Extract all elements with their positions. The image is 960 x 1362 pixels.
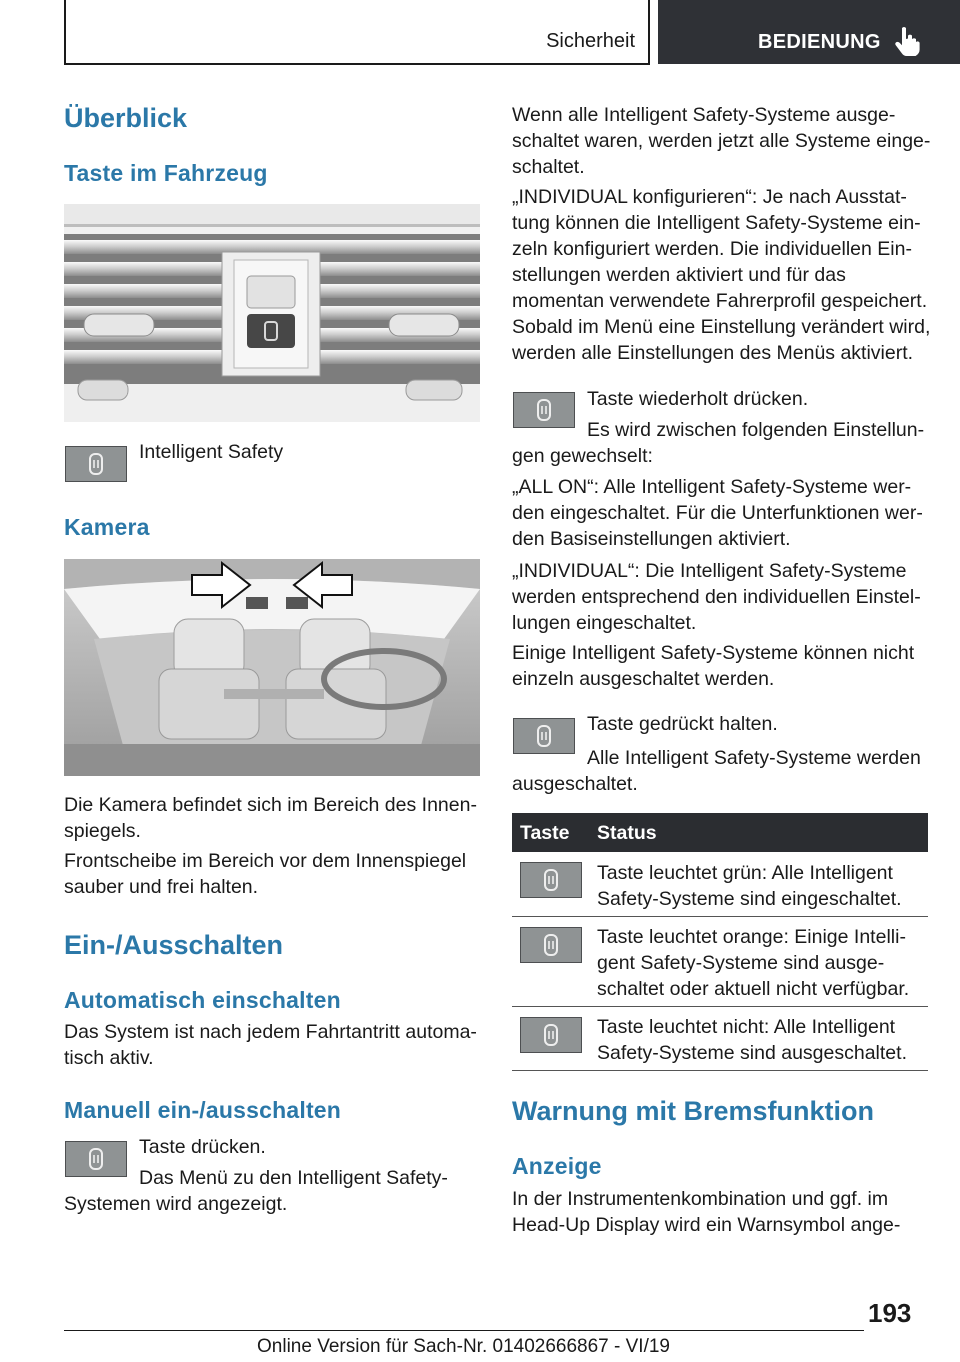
repeat-press-line-2: Es wird zwischen folgenden Einstellun-: [587, 419, 925, 441]
all-on-paragraph: „ALL ON“: Alle Intelligent Safety-Systeme wer- den eingeschaltet. Für die Unterfunktionen wer- den Basiseinstellungen aktiviert.: [512, 476, 923, 550]
manual-step-3: Systemen wird angezeigt.: [64, 1193, 288, 1215]
camera-paragraph-1: Die Kamera befindet sich im Bereich des Innen- spiegels.: [64, 794, 477, 842]
table-row: Taste leuchtet nicht: Alle Intelligent Safety-Systeme sind ausgeschaltet.: [597, 1016, 907, 1064]
heading-warning-brake: Warnung mit Bremsfunktion: [512, 1096, 874, 1126]
intelligent-safety-button-icon: [520, 927, 582, 963]
right-paragraph-individual-config: „INDIVIDUAL konfigurieren“: Je nach Ausstat- tung können die Intelligent Safety-Systeme ein- zeln konfiguriert werden. Die individuellen Ein- stellungen werden aktiviert und für das momentan verwendete Fahrerprofil gespeichert. Sobald im Menü eine Einstellung verändert wird, werden alle Einstellungen des Menüs aktiviert.: [512, 186, 931, 364]
intelligent-safety-button-icon: [513, 718, 575, 754]
some-systems-paragraph: Einige Intelligent Safety-Systeme können nicht einzeln ausgeschaltet werden.: [512, 642, 915, 690]
heading-overview: Überblick: [64, 103, 188, 133]
individual-paragraph: „INDIVIDUAL“: Die Intelligent Safety-Systeme werden entsprechend den individuellen Einstel- lungen eingeschaltet.: [512, 560, 921, 634]
right-paragraph-1: Wenn alle Intelligent Safety-Systeme ausge- schaltet waren, werden jetzt alle Systeme einge- schaltet.: [512, 104, 931, 178]
intelligent-safety-button-icon: [513, 392, 575, 428]
footer-rule: [64, 1330, 864, 1331]
repeat-press-line-3: gen gewechselt:: [512, 445, 653, 467]
header-chapter-label: BEDIENUNG: [758, 31, 881, 53]
heading-on-off: Ein-/Ausschalten: [64, 930, 284, 960]
display-paragraph: In der Instrumentenkombination und ggf. im Head-Up Display wird ein Warnsymbol ange-: [512, 1188, 901, 1236]
table-header-key: Taste: [520, 822, 570, 844]
status-table-header: [512, 813, 928, 852]
table-row: Taste leuchtet grün: Alle Intelligent Safety-Systeme sind eingeschaltet.: [597, 862, 902, 910]
hold-press-line-1: Taste gedrückt halten.: [587, 713, 778, 735]
header-rule-bottom: [64, 63, 650, 65]
hold-press-line-3: ausgeschaltet.: [512, 773, 638, 795]
table-row-divider: [512, 1070, 928, 1071]
footer-version-text: Online Version für Sach-Nr. 01402666867 - VI/19: [257, 1336, 670, 1357]
header-rule-left: [64, 0, 66, 64]
auto-on-paragraph: Das System ist nach jedem Fahrtantritt automa- tisch aktiv.: [64, 1021, 477, 1069]
table-row: Taste leuchtet orange: Einige Intelli- gent Safety-Systeme sind ausge- schaltet oder aktuell nicht verfügbar.: [597, 926, 910, 1000]
table-row-divider: [512, 1006, 928, 1007]
hand-pointer-icon: [893, 26, 921, 56]
vehicle-button-panel-image: [64, 204, 480, 422]
heading-manual-on-off: Manuell ein-/ausschalten: [64, 1097, 342, 1123]
table-row-divider: [512, 916, 928, 917]
intelligent-safety-button-icon: [520, 862, 582, 898]
heading-auto-on: Automatisch einschalten: [64, 987, 341, 1013]
manual-step-2: Das Menü zu den Intelligent Safety-: [139, 1167, 448, 1189]
header-section-title: Sicherheit: [546, 30, 635, 52]
manual-step-1: Taste drücken.: [139, 1136, 266, 1158]
page-number: 193: [868, 1298, 912, 1328]
intelligent-safety-button-icon: [65, 446, 127, 482]
intelligent-safety-button-icon: [65, 1141, 127, 1177]
camera-paragraph-2: Frontscheibe im Bereich vor dem Innenspiegel sauber und frei halten.: [64, 850, 467, 898]
hold-press-line-2: Alle Intelligent Safety-Systeme werden: [587, 747, 921, 769]
header-rule-divider: [648, 0, 650, 64]
heading-camera: Kamera: [64, 514, 150, 540]
camera-location-image: [64, 559, 480, 776]
repeat-press-line-1: Taste wiederholt drücken.: [587, 388, 809, 410]
table-header-status: Status: [597, 822, 657, 844]
intelligent-safety-button-icon: [520, 1017, 582, 1053]
button-caption: Intelligent Safety: [139, 441, 284, 463]
heading-button-in-vehicle: Taste im Fahrzeug: [64, 160, 268, 186]
heading-display: Anzeige: [512, 1153, 602, 1179]
